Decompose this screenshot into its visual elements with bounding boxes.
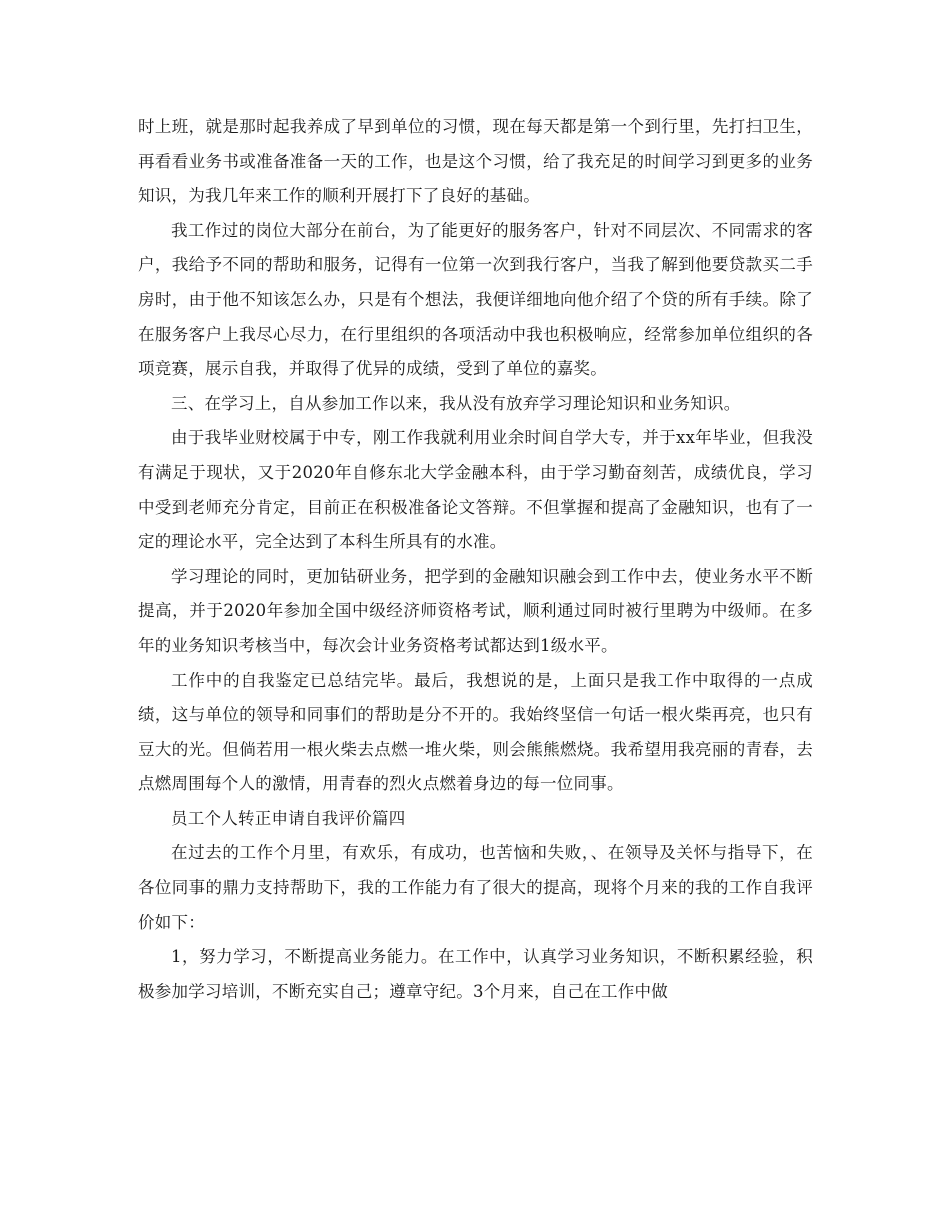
- paragraph-education: 由于我毕业财校属于中专，刚工作我就利用业余时间自学大专，并于xx年毕业，但我没有满足于现状，又于2020年自修东北大学金融本科，由于学习勤奋刻苦，成绩优良，学习中受到老师充分肯定，目前正在积极准备论文答辩。不但掌握和提高了金融知识，也有了一定的理论水平，完全达到了本科生所具有的水准。: [138, 428, 813, 552]
- paragraph-conclusion: 工作中的自我鉴定已总结完毕。最后，我想说的是，上面只是我工作中取得的一点成绩，这与单位的领导和同事们的帮助是分不开的。我始终坚信一句话一根火柴再亮，也只有豆大的光。但倘若用一根火柴去点燃一堆火柴，则会熊熊燃烧。我希望用我亮丽的青春，去点燃周围每个人的激情，用青春的烈火点燃着身边的每一位同事。: [138, 670, 813, 794]
- paragraph-business-study: 学习理论的同时，更加钻研业务，把学到的金融知识融会到工作中去，使业务水平不断提高，并于2020年参加全国中级经济师资格考试，顺利通过同时被行里聘为中级师。在多年的业务知识考核当中，每次会计业务资格考试都达到1级水平。: [138, 566, 813, 655]
- paragraph-intro-part4: 在过去的工作个月里，有欢乐，有成功，也苦恼和失败，、在领导及关怀与指导下，在各位同事的鼎力支持帮助下，我的工作能力有了很大的提高，现将个月来的我的工作自我评价如下：: [138, 843, 813, 932]
- section-title: 员工个人转正申请自我评价篇四: [171, 808, 406, 828]
- document-body: [138, 110, 813, 1009]
- paragraph-continuation: 时上班，就是那时起我养成了早到单位的习惯，现在每天都是第一个到行里，先打扫卫生，再看看业务书或准备准备一天的工作，也是这个习惯，给了我充足的时间学习到更多的业务知识，为我几年来工作的顺利开展打下了良好的基础。: [138, 117, 813, 206]
- paragraph-item-1: 1，努力学习，不断提高业务能力。在工作中，认真学习业务知识，不断积累经验，积极参加学习培训，不断充实自己；遵章守纪。3个月来，自己在工作中做: [138, 947, 813, 1001]
- paragraph-study-heading: 三、在学习上，自从参加工作以来，我从没有放弃学习理论知识和业务知识。: [171, 393, 741, 413]
- paragraph-front-desk: 我工作过的岗位大部分在前台，为了能更好的服务客户，针对不同层次、不同需求的客户，我给予不同的帮助和服务，记得有一位第一次到我行客户，当我了解到他要贷款买二手房时，由于他不知该怎么办，只是有个想法，我便详细地向他介绍了个贷的所有手续。除了在服务客户上我尽心尽力，在行里组织的各项活动中我也积极响应，经常参加单位组织的各项竞赛，展示自我，并取得了优异的成绩，受到了单位的嘉奖。: [138, 220, 813, 379]
